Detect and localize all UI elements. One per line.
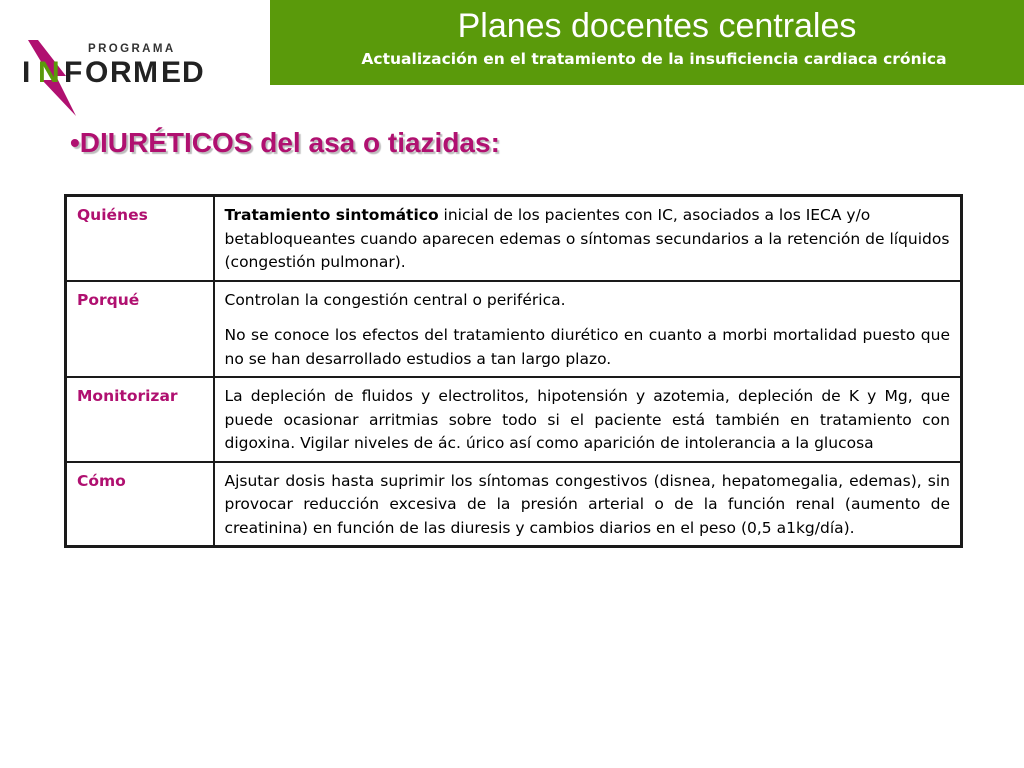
informed-logo <box>18 28 218 118</box>
diuretics-table <box>64 194 963 548</box>
page-subtitle: Actualización en el tratamiento de la insuficiencia cardiaca crónica <box>361 50 947 68</box>
row-label-como: Cómo <box>66 462 214 547</box>
logo-letter: I <box>22 56 31 89</box>
logo-letter: E <box>161 56 182 89</box>
row-body-porque <box>214 281 962 378</box>
row-label-quienes: Quiénes <box>66 196 214 281</box>
cell-paragraph: No se conoce los efectos del tratamiento diurético en cuanto a morbi mortalidad puesto que no se han desarrollado estudios a tan largo plazo. <box>224 326 950 368</box>
cell-text-rest: inicial de los pacientes con IC, asociados a los IECA y/o betabloqueantes cuando aparecen edemas o síntomas secundarios a la retención de líquidos (congestión pulmonar). <box>224 206 950 271</box>
table-row <box>66 281 962 378</box>
logo-letter: O <box>85 56 109 89</box>
row-label-monitorizar: Monitorizar <box>66 377 214 462</box>
cell-paragraph: La depleción de fluidos y electrolitos, hipotensión y azotemia, depleción de K y Mg, que puede ocasionar arritmias sobre todo si el paciente está también en tratamiento con digoxina. Vigilar niveles de ác. úrico así como aparición de intolerancia a la glucosa <box>224 387 950 452</box>
table-row <box>66 196 962 281</box>
page-title: Planes docentes centrales <box>457 7 857 45</box>
row-body-como <box>214 462 962 547</box>
row-body-quienes <box>214 196 962 281</box>
table-row <box>66 377 962 462</box>
cell-text <box>225 204 951 275</box>
logo-letter: F <box>64 56 83 89</box>
logo-letter: R <box>110 56 132 89</box>
row-label-porque: Porqué <box>66 281 214 378</box>
logo-letter: D <box>182 56 204 89</box>
informed-logo-graphic <box>18 28 218 118</box>
logo-wordmark <box>22 56 204 89</box>
table-row <box>66 462 962 547</box>
section-heading: •DIURÉTICOS del asa o tiazidas: <box>70 127 500 158</box>
cell-bold-lead: Tratamiento sintomático <box>224 206 439 224</box>
logo-programa-text: PROGRAMA <box>88 43 176 55</box>
cell-paragraph: Ajsutar dosis hasta suprimir los síntomas congestivos (disnea, hepatomegalia, edemas), sin provocar reducción excesiva de la presión arterial o de la función renal (aumento de creatinina) en función de las diuresis y cambios diarios en el peso (0,5 a1kg/día). <box>224 471 950 537</box>
cell-paragraph: Controlan la congestión central o periférica. <box>224 290 566 309</box>
header-banner <box>270 0 1024 85</box>
logo-letter: N <box>38 56 60 89</box>
row-body-monitorizar <box>214 377 962 462</box>
logo-letter: M <box>133 56 158 89</box>
